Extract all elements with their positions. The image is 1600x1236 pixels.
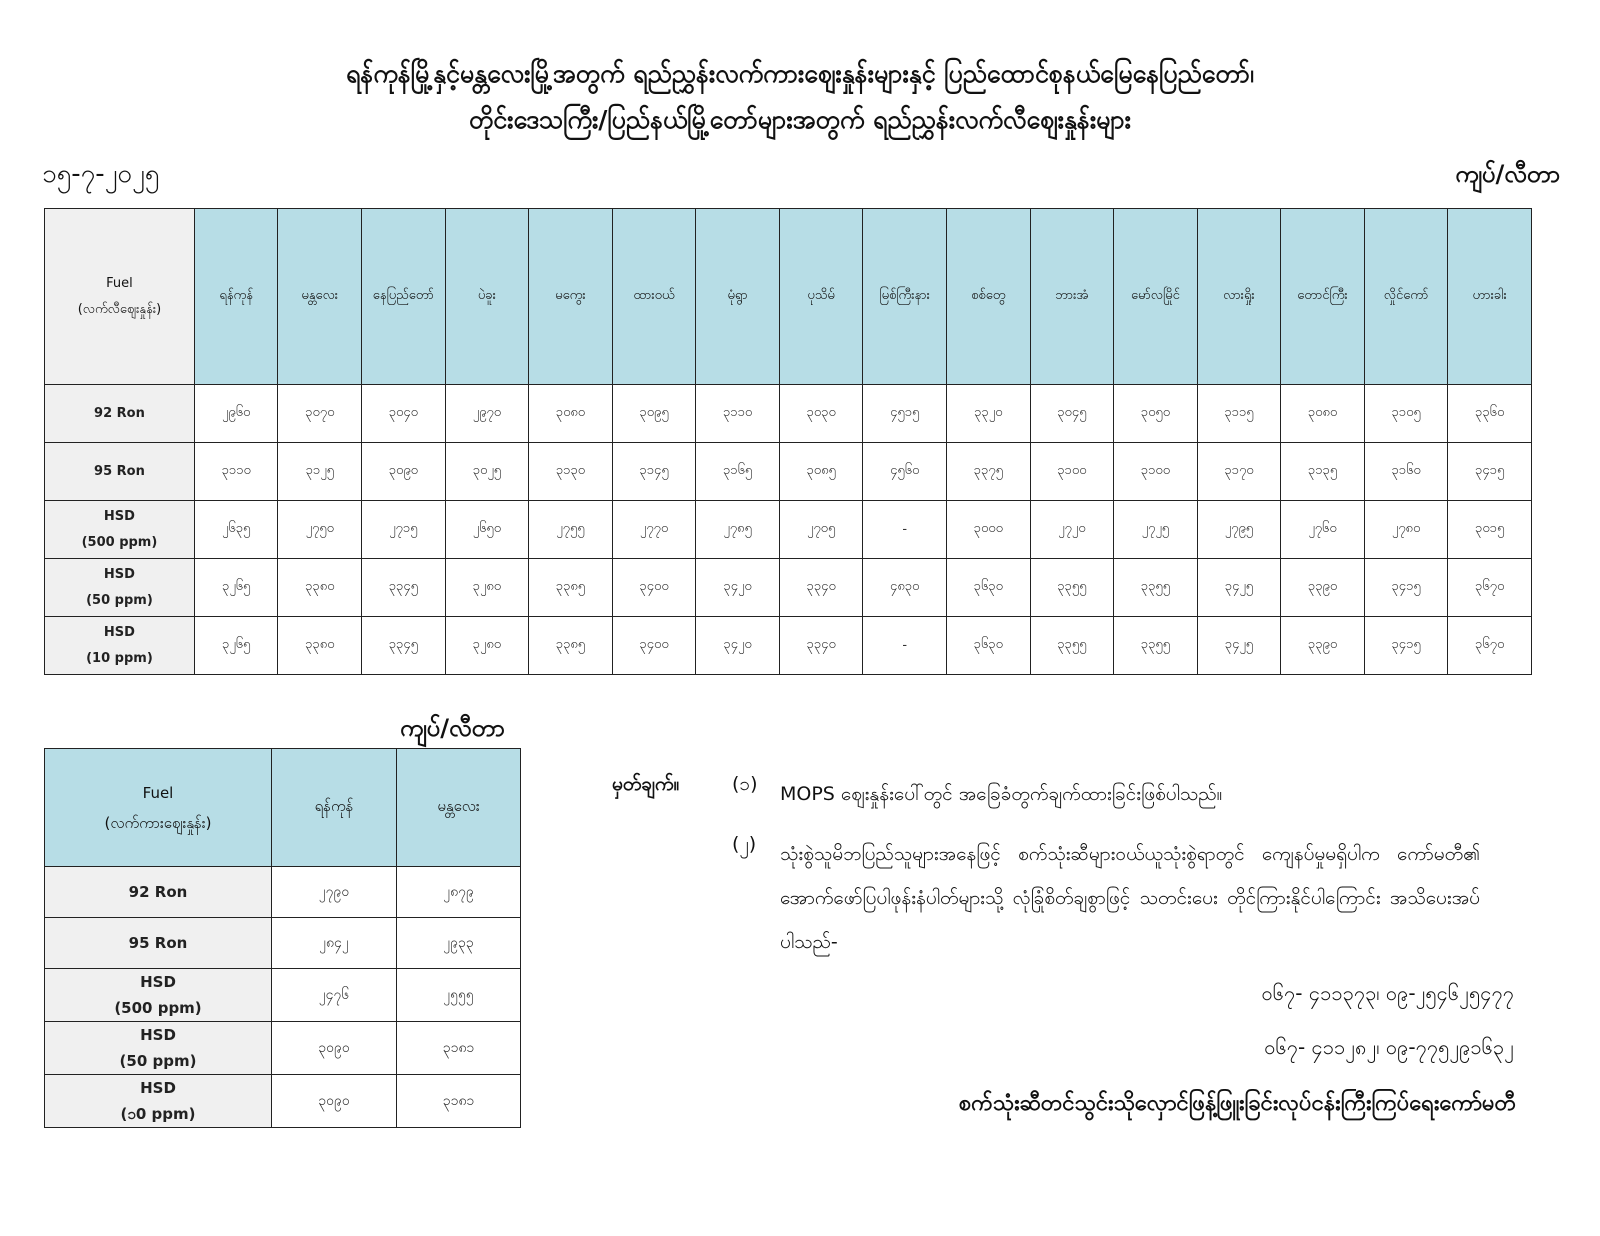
city-column-header: ဘားအံ xyxy=(1030,209,1114,385)
price-cell: ၃၀၈၅ xyxy=(779,443,863,501)
price-cell: ၂၇၀၅ xyxy=(779,501,863,559)
price-cell: ၂၈၄၂ xyxy=(272,918,397,969)
city-column-header: မန္တလေး xyxy=(397,749,521,867)
fuel-type-cell xyxy=(45,501,195,559)
city-column-header: ထားဝယ် xyxy=(612,209,696,385)
price-cell: - xyxy=(863,617,947,675)
price-cell: ၃၁၃၅ xyxy=(1281,443,1365,501)
price-cell: ၂၉၃၃ xyxy=(397,918,521,969)
price-cell: ၃၀၃၀ xyxy=(779,385,863,443)
fuel-grade-label: (50 ppm) xyxy=(119,1052,197,1070)
price-cell: ၃၀၉၅ xyxy=(612,385,696,443)
price-cell: ၂၇၈၅ xyxy=(696,501,780,559)
price-cell: ၃၂၈၀ xyxy=(445,617,529,675)
price-cell: ၃၁၀၀ xyxy=(1114,443,1198,501)
price-cell: ၃၀၈၀ xyxy=(1281,385,1365,443)
price-cell: ၃၁၈၁ xyxy=(397,1075,521,1128)
price-cell: ၃၂၆၅ xyxy=(194,617,278,675)
title-line-1: ရန်ကုန်မြို့နှင့်မန္တလေးမြို့အတွက် ရည်ညွှန်းလက်ကားဈေးနှုန်းများနှင့် ပြည်ထောင်စုနယ်မြေနေပြည်တော်၊ xyxy=(346,59,1254,88)
wholesale-fuel-column-header xyxy=(45,749,272,867)
fuel-grade-label: (50 ppm) xyxy=(86,592,153,608)
fuel-type-label: 95 Ron xyxy=(94,463,145,479)
price-cell: ၃၀၇၀ xyxy=(278,385,362,443)
price-cell: ၃၀၉၀ xyxy=(272,1075,397,1128)
price-cell: ၂၇၈၀ xyxy=(1364,501,1448,559)
table-row xyxy=(45,1022,521,1075)
city-column-header: နေပြည်တော် xyxy=(362,209,446,385)
price-cell: ၃၄၁၅ xyxy=(1448,443,1532,501)
fuel-type-label: HSD xyxy=(103,508,135,524)
price-cell: ၃၆၃၀ xyxy=(946,617,1030,675)
title-line-2: တိုင်းဒေသကြီး/ပြည်နယ်မြို့တော်များအတွက် ရည်ညွှန်းလက်လီဈေးနှုန်းများ xyxy=(468,105,1132,134)
price-cell: ၂၆၃၅ xyxy=(194,501,278,559)
price-cell: ၃၄၂၀ xyxy=(696,559,780,617)
wholesale-unit-label: ကျပ်/လီတာ xyxy=(400,714,505,742)
fuel-type-label: 92 Ron xyxy=(94,405,145,421)
price-cell: ၃၀၄၀ xyxy=(362,385,446,443)
fuel-grade-label: (500 ppm) xyxy=(114,999,202,1017)
fuel-type-label: HSD xyxy=(140,1079,176,1097)
table-row xyxy=(45,1075,521,1128)
price-cell: ၃၀၄၅ xyxy=(1030,385,1114,443)
price-cell: ၂၅၅၅ xyxy=(397,969,521,1022)
fuel-type-label: 95 Ron xyxy=(128,934,188,952)
complaint-phone-1: ၀၆၇- ၄၁၁၃၇၃၊ ၀၉-၂၅၄၆၂၅၄၇၇ xyxy=(1261,981,1514,1005)
city-column-header: မုံရွာ xyxy=(696,209,780,385)
price-cell: ၃၁၆၅ xyxy=(696,443,780,501)
price-cell: ၃၄၂၀ xyxy=(696,617,780,675)
price-cell: ၃၂၈၀ xyxy=(445,559,529,617)
price-cell: ၃၁၁၅ xyxy=(1197,385,1281,443)
fuel-type-cell xyxy=(45,559,195,617)
fuel-grade-label: (10 ppm) xyxy=(86,650,153,666)
city-column-header: မန္တလေး xyxy=(278,209,362,385)
fuel-type-cell xyxy=(45,385,195,443)
price-cell: ၂၇၂၀ xyxy=(1030,501,1114,559)
fuel-type-cell xyxy=(45,918,272,969)
fuel-type-cell xyxy=(45,1022,272,1075)
price-cell: ၃၃၅၅ xyxy=(1114,559,1198,617)
price-cell: ၃၃၈၅ xyxy=(529,559,613,617)
document-date: ၁၅-၇-၂၀၂၅ xyxy=(42,159,160,189)
fuel-type-label: HSD xyxy=(140,973,176,991)
price-cell: ၃၃၄၀ xyxy=(779,559,863,617)
price-cell: ၃၀၁၅ xyxy=(1448,501,1532,559)
price-cell: ၃၁၁၀ xyxy=(194,443,278,501)
note-text: သုံးစွဲသူမိဘပြည်သူများအနေဖြင့် စက်သုံးဆီများဝယ်ယူသုံးစွဲရာတွင် ကျေနပ်မှုမရှိပါက ကော်မတီ၏ အောက်ဖော်ပြပါဖုန်းနံပါတ်များသို့ လုံခြုံစိတ်ချစွာဖြင့် သတင်းပေး တိုင်ကြားနိုင်ပါကြောင်း အသိပေးအပ်ပါသည်- xyxy=(780,843,1480,953)
price-cell: ၃၃၅၅ xyxy=(1114,617,1198,675)
price-cell: ၃၁၀၅ xyxy=(1364,385,1448,443)
table-row xyxy=(45,969,521,1022)
fuel-type-cell xyxy=(45,617,195,675)
city-column-header: မြစ်ကြီးနား xyxy=(863,209,947,385)
price-cell: ၃၁၂၅ xyxy=(278,443,362,501)
note-text: MOPS ဈေးနှုန်းပေါ်တွင် အခြေခံတွက်ချက်ထားခြင်းဖြစ်ပါသည်။ xyxy=(780,783,1223,805)
price-cell: ၃၃၄၅ xyxy=(362,617,446,675)
city-column-header: လှိုင်ကော် xyxy=(1364,209,1448,385)
fuel-column-header xyxy=(45,209,195,385)
price-cell: ၃၁၃၀ xyxy=(529,443,613,501)
price-cell: ၃၃၉၀ xyxy=(1281,617,1365,675)
price-cell: ၂၉၆၀ xyxy=(194,385,278,443)
fuel-grade-label: (500 ppm) xyxy=(81,534,158,550)
price-cell: - xyxy=(863,501,947,559)
fuel-grade-label: (၁0 ppm) xyxy=(120,1105,196,1123)
wholesale-fuel-header-label: Fuel xyxy=(142,783,174,802)
price-cell: ၂၇၂၅ xyxy=(1114,501,1198,559)
price-cell: ၃၃၈၅ xyxy=(529,617,613,675)
fuel-type-cell xyxy=(45,969,272,1022)
price-cell: ၃၀၉၀ xyxy=(362,443,446,501)
price-cell: ၃၄၂၅ xyxy=(1197,559,1281,617)
notes-label: မှတ်ချက်။ xyxy=(612,773,680,795)
fuel-type-label: HSD xyxy=(103,566,135,582)
price-cell: ၃၀၀၀ xyxy=(946,501,1030,559)
price-cell: ၂၇၅၅ xyxy=(529,501,613,559)
price-cell: ၂၇၉၀ xyxy=(272,867,397,918)
price-cell: ၃၆၃၀ xyxy=(946,559,1030,617)
price-cell: ၃၃၈၀ xyxy=(278,617,362,675)
fuel-header-sublabel: (လက်လီဈေးနှုန်း) xyxy=(77,301,162,317)
city-column-header: ဟားခါး xyxy=(1448,209,1532,385)
price-cell: ၃၄၀၀ xyxy=(612,559,696,617)
price-cell: ၃၄၁၅ xyxy=(1364,617,1448,675)
note-number: (၁) xyxy=(732,773,758,795)
unit-label: ကျပ်/လီတာ xyxy=(1455,160,1560,188)
city-column-header: စစ်တွေ xyxy=(946,209,1030,385)
price-cell: ၃၀၉၀ xyxy=(272,1022,397,1075)
price-cell: ၃၀၂၅ xyxy=(445,443,529,501)
price-cell: ၂၇၅၀ xyxy=(278,501,362,559)
table-row xyxy=(45,559,1532,617)
price-cell: ၃၁၀၀ xyxy=(1030,443,1114,501)
price-cell: ၄၅၆၀ xyxy=(863,443,947,501)
city-column-header: ပဲခူး xyxy=(445,209,529,385)
city-column-header: မကွေး xyxy=(529,209,613,385)
price-cell: ၂၇၉၅ xyxy=(1197,501,1281,559)
fuel-type-label: HSD xyxy=(140,1026,176,1044)
price-cell: ၃၃၉၀ xyxy=(1281,559,1365,617)
city-column-header: မော်လမြိုင် xyxy=(1114,209,1198,385)
price-cell: ၃၃၇၅ xyxy=(946,443,1030,501)
fuel-type-label: 92 Ron xyxy=(128,883,188,901)
note-number: (၂) xyxy=(732,833,757,855)
wholesale-price-table xyxy=(44,748,521,1128)
price-cell: ၂၇၇၀ xyxy=(612,501,696,559)
price-cell: ၃၃၂၀ xyxy=(946,385,1030,443)
price-cell: ၃၁၁၀ xyxy=(696,385,780,443)
price-cell: ၃၁၆၀ xyxy=(1364,443,1448,501)
price-cell: ၃၃၄၅ xyxy=(362,559,446,617)
wholesale-fuel-header-sublabel: (လက်ကားဈေးနှုန်း) xyxy=(104,813,212,832)
price-cell: ၃၀၅၀ xyxy=(1114,385,1198,443)
price-cell: ၃၁၈၁ xyxy=(397,1022,521,1075)
city-column-header: တောင်ကြီး xyxy=(1281,209,1365,385)
price-cell: ၃၃၅၅ xyxy=(1030,559,1114,617)
price-cell: ၃၀၈၀ xyxy=(529,385,613,443)
price-cell: ၄၈၃၀ xyxy=(863,559,947,617)
price-cell: ၂၄၇၆ xyxy=(272,969,397,1022)
table-row xyxy=(45,501,1532,559)
city-column-header: ရန်ကုန် xyxy=(272,749,397,867)
price-cell: ၃၃၆၀ xyxy=(1448,385,1532,443)
price-cell: ၃၆၇၀ xyxy=(1448,559,1532,617)
price-cell: ၃၆၇၀ xyxy=(1448,617,1532,675)
price-cell: ၃၄၀၀ xyxy=(612,617,696,675)
price-cell: ၃၂၆၅ xyxy=(194,559,278,617)
table-row xyxy=(45,617,1532,675)
price-cell: ၃၄၁၅ xyxy=(1364,559,1448,617)
table-row xyxy=(45,918,521,969)
price-cell: ၂၈၇၉ xyxy=(397,867,521,918)
fuel-type-cell xyxy=(45,1075,272,1128)
price-cell: ၃၃၈၀ xyxy=(278,559,362,617)
fuel-header-label: Fuel xyxy=(106,275,133,291)
complaint-phone-2: ၀၆၇- ၄၁၁၂၈၂၊ ၀၉-၇၇၅၂၉၁၆၃၂ xyxy=(1264,1035,1514,1059)
fuel-type-cell xyxy=(45,443,195,501)
price-cell: ၂၇၁၅ xyxy=(362,501,446,559)
committee-signature: စက်သုံးဆီတင်သွင်းသိုလှောင်ဖြန့်ဖြူးခြင်းလုပ်ငန်းကြီးကြပ်ရေးကော်မတီ xyxy=(958,1091,1516,1116)
price-cell: ၃၃၄၀ xyxy=(779,617,863,675)
price-cell: ၃၁၇၀ xyxy=(1197,443,1281,501)
price-cell: ၄၅၁၅ xyxy=(863,385,947,443)
city-column-header: ရန်ကုန် xyxy=(194,209,278,385)
price-cell: ၂၇၆၀ xyxy=(1281,501,1365,559)
price-cell: ၂၆၅၀ xyxy=(445,501,529,559)
fuel-type-cell xyxy=(45,867,272,918)
fuel-type-label: HSD xyxy=(103,624,135,640)
price-cell: ၂၉၇၀ xyxy=(445,385,529,443)
table-row xyxy=(45,443,1532,501)
price-cell: ၃၄၂၅ xyxy=(1197,617,1281,675)
table-row xyxy=(45,867,521,918)
price-cell: ၃၃၅၅ xyxy=(1030,617,1114,675)
city-column-header: လားရှိုး xyxy=(1197,209,1281,385)
retail-price-table xyxy=(44,208,1532,675)
price-cell: ၃၁၄၅ xyxy=(612,443,696,501)
table-row xyxy=(45,385,1532,443)
city-column-header: ပုသိမ် xyxy=(779,209,863,385)
